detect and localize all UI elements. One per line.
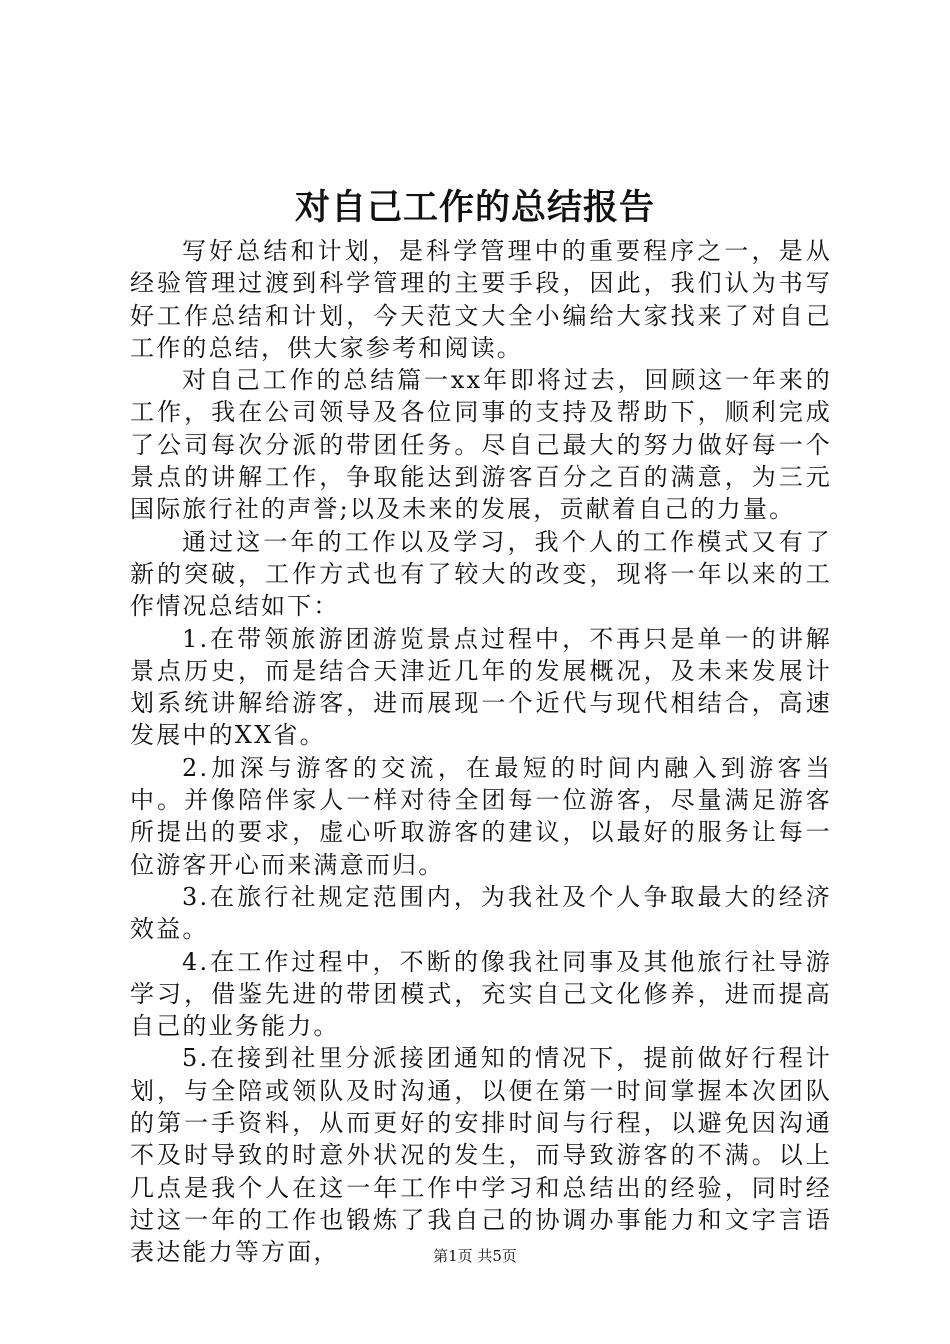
paragraph-part-one: 对自己工作的总结篇一xx年即将过去，回顾这一年来的工作，我在公司领导及各位同事的支持及帮助下，顺利完成了公司每次分派的带团任务。尽自己最大的努力做好每一个景点的讲解工作，争取能达到游客百分之百的满意，为三元国际旅行社的声誉;以及未来的发展，贡献着自己的力量。 bbox=[130, 366, 832, 524]
list-item-5: 5.在接到社里分派接团通知的情况下，提前做好行程计划，与全陪或领队及时沟通，以便在第一时间掌握本次团队的第一手资料，从而更好的安排时间与行程，以避免因沟通不及时导致的时意外状况的发生，而导致游客的不满。以上几点是我个人在这一年工作中学习和总结出的经验，同时经过这一年的工作也锻炼了我自己的协调办事能力和文字言语表达能力等方面， bbox=[130, 1044, 832, 1267]
paragraph-summary-lead: 通过这一年的工作以及学习，我个人的工作模式又有了新的突破，工作方式也有了较大的改变，现将一年以来的工作情况总结如下： bbox=[130, 527, 832, 621]
document-body bbox=[130, 235, 832, 1269]
page-number-footer: 第1页 共5页 bbox=[433, 1247, 517, 1265]
paragraph-intro: 写好总结和计划，是科学管理中的重要程序之一，是从经验管理过渡到科学管理的主要手段，因此，我们认为书写好工作总结和计划，今天范文大全小编给大家找来了对自己工作的总结，供大家参考和阅读。 bbox=[130, 237, 832, 362]
list-item-1: 1.在带领旅游团游览景点过程中，不再只是单一的讲解景点历史，而是结合天津近几年的发展概况，及未来发展计划系统讲解给游客，进而展现一个近代与现代相结合，高速发展中的XX省。 bbox=[130, 624, 832, 750]
list-item-3: 3.在旅行社规定范围内，为我社及个人争取最大的经济效益。 bbox=[130, 882, 832, 944]
list-item-4: 4.在工作过程中，不断的像我社同事及其他旅行社导游学习，借鉴先进的带团模式，充实自己文化修养，进而提高自己的业务能力。 bbox=[130, 947, 832, 1041]
document-title: 对自己工作的总结报告 bbox=[294, 187, 655, 228]
list-item-2: 2.加深与游客的交流，在最短的时间内融入到游客当中。并像陪伴家人一样对待全团每一位游客，尽量满足游客所提出的要求，虚心听取游客的建议，以最好的服务让每一位游客开心而来满意而归。 bbox=[130, 753, 832, 879]
